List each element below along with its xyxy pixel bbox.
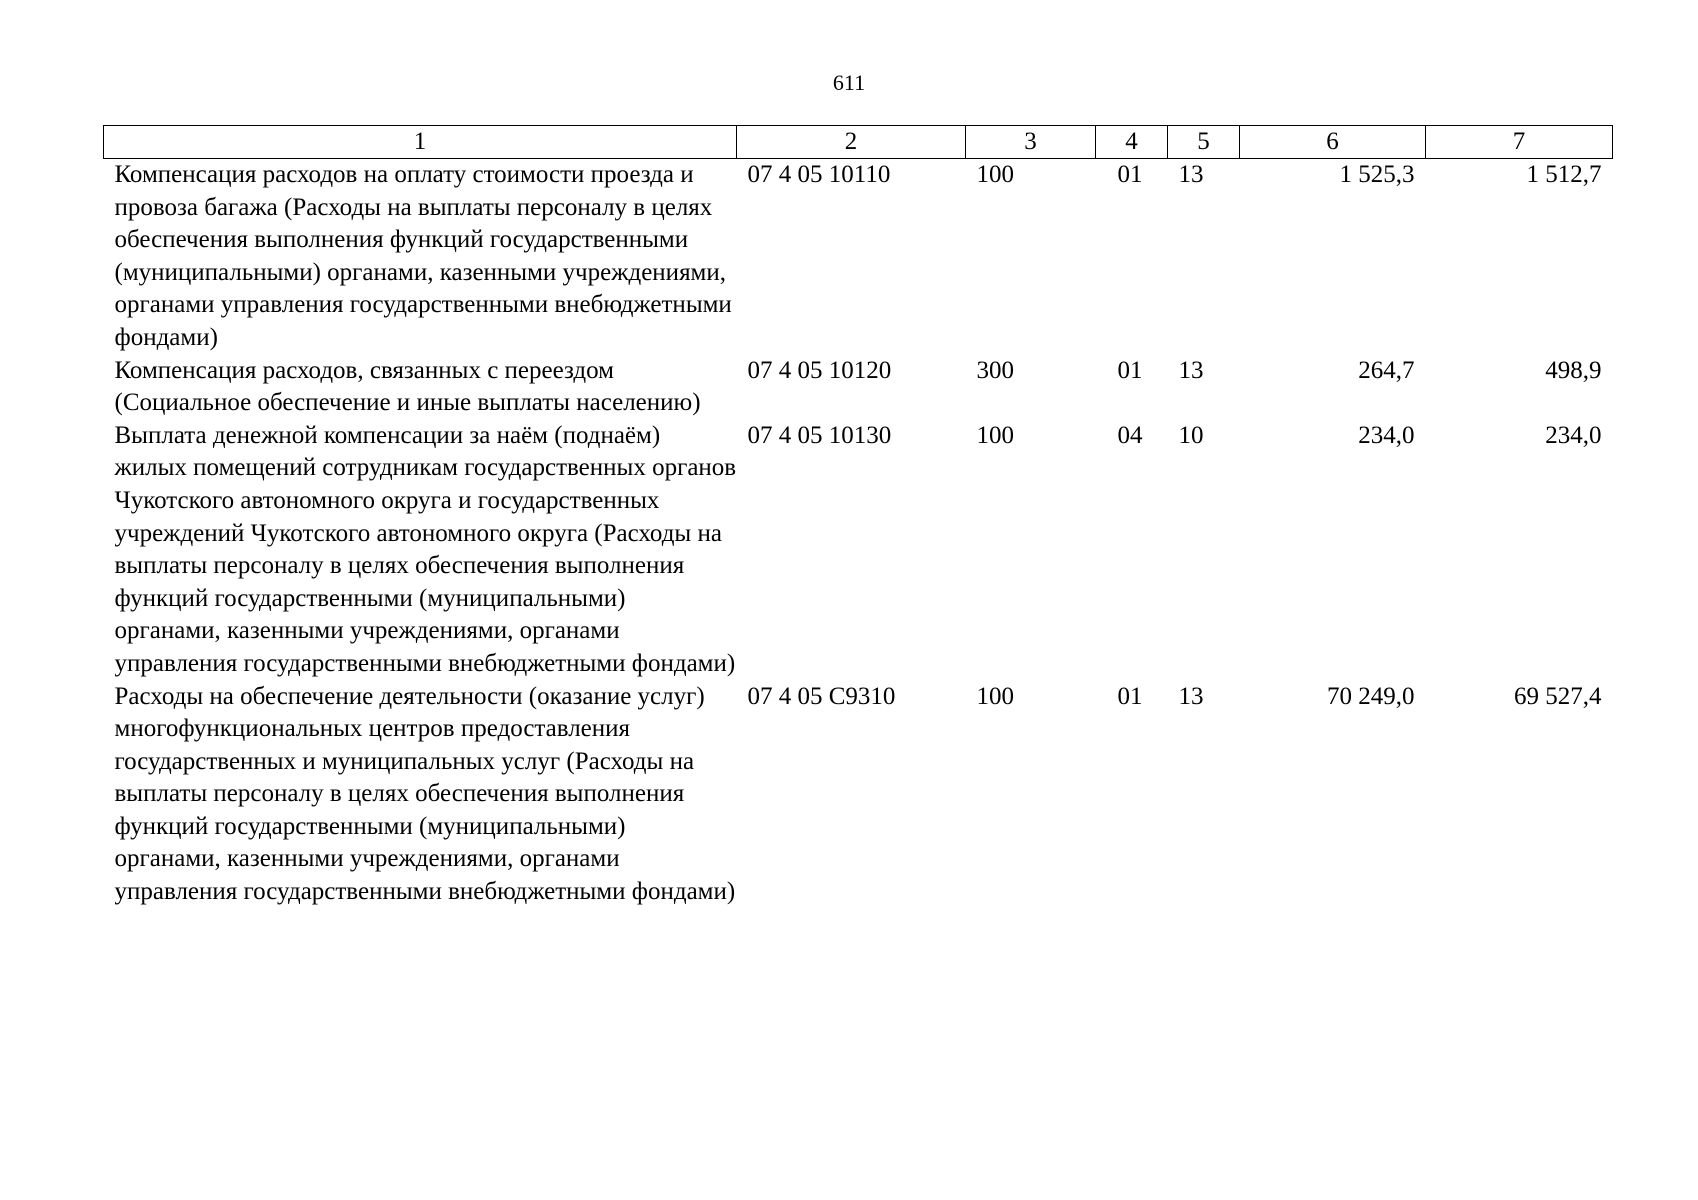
row-section: 01 <box>1117 356 1143 384</box>
row-expense-type: 100 <box>976 421 1014 449</box>
row-sum-col6: 70 249,0 <box>1327 682 1415 710</box>
budget-table <box>103 125 1613 909</box>
row-section: 01 <box>1117 682 1143 710</box>
table-header-row <box>104 126 1613 159</box>
table-row <box>104 355 1613 420</box>
row-expense-type: 300 <box>976 356 1014 384</box>
row-code: 07 4 05 10120 <box>747 356 892 384</box>
header-col-6: 6 <box>1240 126 1426 159</box>
row-sum-col6: 234,0 <box>1358 421 1415 449</box>
header-col-2: 2 <box>737 126 966 159</box>
page-number: 611 <box>832 70 866 95</box>
row-name: Компенсация расходов, связанных с переездом (Социальное обеспечение и иные выплаты населению) <box>114 356 701 417</box>
header-col-4: 4 <box>1096 126 1168 159</box>
row-sum-col6: 264,7 <box>1358 356 1415 384</box>
row-subsection: 10 <box>1178 421 1204 449</box>
header-col-3: 3 <box>966 126 1096 159</box>
table-row <box>104 159 1613 355</box>
row-sum-col6: 1 525,3 <box>1339 161 1415 188</box>
row-subsection: 13 <box>1178 356 1204 384</box>
table-row <box>104 420 1613 681</box>
row-name: Выплата денежной компенсации за наём (поднаём) жилых помещений сотрудникам государственных органов Чукотского автономного округа и государственных учреждений Чукотского автономного округа (Расходы на выплаты персоналу в целях обеспечения выполнения функций государственными (муниципальными) органами, казенными учреждениями, органами управления государственными внебюджетными фондами) <box>114 421 737 677</box>
header-col-5: 5 <box>1168 126 1240 159</box>
row-code: 07 4 05 10130 <box>747 421 892 449</box>
row-section: 01 <box>1117 161 1143 188</box>
row-code: 07 4 05 С9310 <box>747 682 896 710</box>
row-name: Компенсация расходов на оплату стоимости проезда и провоза багажа (Расходы на выплаты персоналу в целях обеспечения выполнения функций государственными (муниципальными) органами, казенными учреждениями, органами управления государственными внебюджетными фондами) <box>114 161 732 351</box>
row-expense-type: 100 <box>976 161 1014 188</box>
row-section: 04 <box>1117 421 1143 449</box>
row-subsection: 13 <box>1178 161 1204 188</box>
header-col-7: 7 <box>1426 126 1613 159</box>
header-col-1: 1 <box>104 126 737 159</box>
row-expense-type: 100 <box>976 682 1014 710</box>
row-code: 07 4 05 10110 <box>747 161 891 188</box>
row-sum-col7: 234,0 <box>1545 421 1602 449</box>
row-sum-col7: 1 512,7 <box>1526 161 1602 188</box>
row-name: Расходы на обеспечение деятельности (оказание услуг) многофункциональных центров предоставления государственных и муниципальных услуг (Расходы на выплаты персоналу в целях обеспечения выполнения функций государственными (муниципальными) органами, казенными учреждениями, органами управления государственными внебюджетными фондами) <box>114 682 736 906</box>
row-sum-col7: 69 527,4 <box>1514 682 1602 710</box>
row-sum-col7: 498,9 <box>1545 356 1602 384</box>
table-row <box>104 681 1613 909</box>
row-subsection: 13 <box>1178 682 1204 710</box>
